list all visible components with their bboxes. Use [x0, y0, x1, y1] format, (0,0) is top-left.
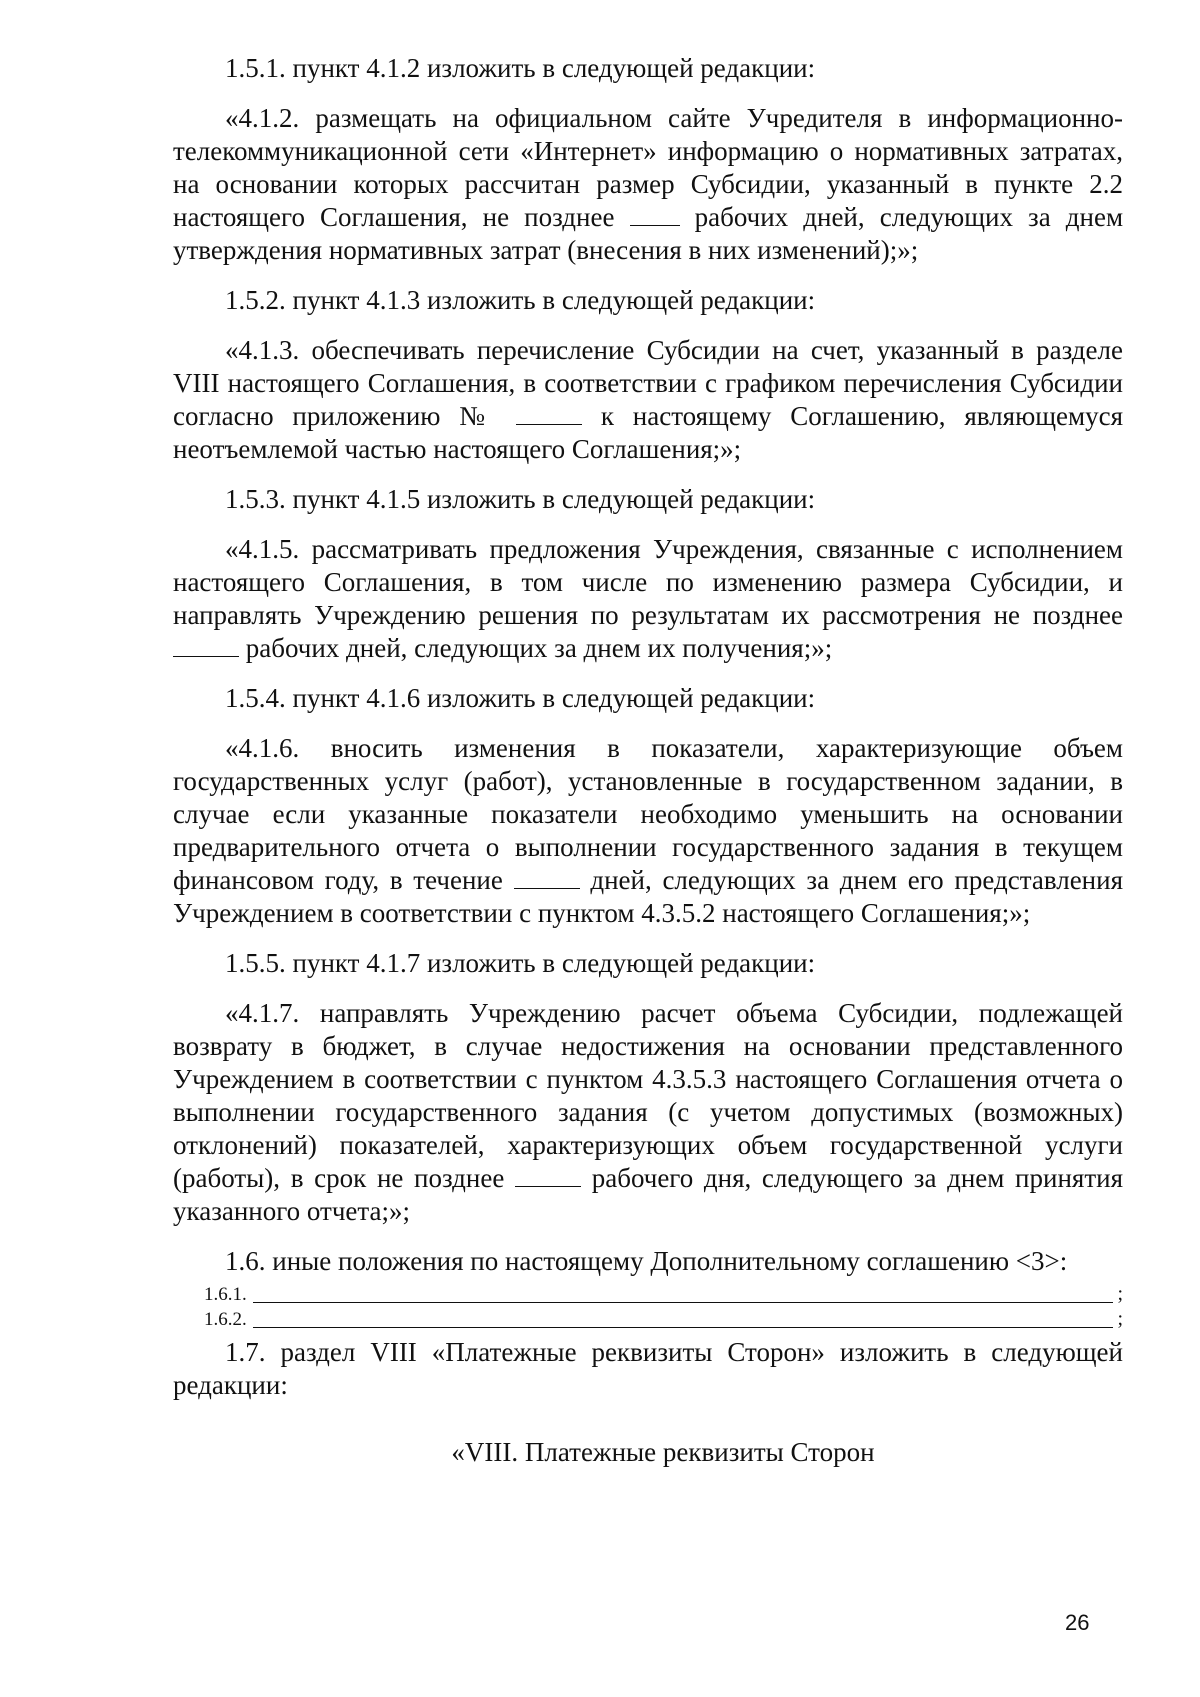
page-number: 26: [1065, 1610, 1090, 1635]
clause-1-5-4-heading: 1.5.4. пункт 4.1.6 изложить в следующей редакции:: [225, 683, 816, 713]
document-body: [173, 52, 1123, 1469]
clause-4-1-7-text-a: «4.1.7. направлять Учреждению расчет объема Субсидии, подлежащей возврату в бюджет, в случае недостижения на основании представленного Учреждением в соответствии с пунктом 4.3.5.3 настоящего Соглашения отчета о выполнении государственного задания (с учетом допустимых (возможных) отклонений) показателей, характеризующих объем государственной услуги (работы), в срок не позднее: [173, 998, 1123, 1193]
clause-1-6-2-label: 1.6.2.: [204, 1309, 247, 1330]
clause-1-7-text: 1.7. раздел VIII «Платежные реквизиты Сторон» изложить в следующей редакции:: [173, 1337, 1123, 1400]
clause-4-1-5-text-a: «4.1.5. рассматривать предложения Учреждения, связанные с исполнением настоящего Соглашения, в том числе по изменению размера Субсидии, и направлять Учреждению решения по результатам их рассмотрения не позднее: [173, 534, 1123, 630]
blank-days-field: [630, 224, 680, 226]
blank-days-field: [515, 1185, 581, 1187]
clause-4-1-7-text-b: рабочего дня, следующего за днем принятия указанного отчета;»;: [173, 1163, 1123, 1226]
section-viii-title: «VIII. Платежные реквизиты Сторон: [451, 1437, 875, 1467]
blank-annex-number-field: [516, 423, 582, 425]
clause-1-6-2-semicolon: ;: [1117, 1308, 1123, 1330]
clause-1-5-5-heading: 1.5.5. пункт 4.1.7 изложить в следующей редакции:: [225, 948, 816, 978]
clause-4-1-2-text-b: рабочих дней, следующих за днем утверждения нормативных затрат (внесения в них изменений);»;: [173, 202, 1124, 265]
clause-4-1-6-text-a: «4.1.6. вносить изменения в показатели, характеризующие объем государственных услуг (работ), установленные в государственном задании, в случае если указанные показатели необходимо уменьшить на основании предварительного отчета о выполнении государственного задания в текущем финансовом году, в течение: [173, 733, 1123, 895]
clause-4-1-3-text-b: к настоящему Соглашению, являющемуся неотъемлемой частью настоящего Соглашения;»;: [173, 401, 1124, 464]
clause-4-1-6-text-b: дней, следующих за днем его представления Учреждением в соответствии с пунктом 4.3.5.2 настоящего Соглашения;»;: [173, 865, 1123, 928]
clause-4-1-5-text: [173, 533, 1123, 665]
clause-4-1-7-text: [173, 997, 1123, 1228]
blank-days-field: [514, 887, 580, 889]
clause-1-6-1-semicolon: ;: [1117, 1283, 1123, 1305]
blank-days-field: [173, 655, 239, 657]
clause-1-5-1-heading: 1.5.1. пункт 4.1.2 изложить в следующей редакции:: [225, 53, 816, 83]
clause-4-1-6-text: [173, 732, 1123, 930]
clause-1-5-3-heading: 1.5.3. пункт 4.1.5 изложить в следующей редакции:: [225, 484, 816, 514]
clause-4-1-3-text: [173, 334, 1123, 466]
clause-1-6-1-blank: [253, 1282, 1114, 1303]
clause-1-5-2-heading: 1.5.2. пункт 4.1.3 изложить в следующей редакции:: [225, 285, 816, 315]
clause-4-1-2-text-a: «4.1.2. размещать на официальном сайте Учредителя в информационно-телекоммуникационной сети «Интернет» информацию о нормативных затратах, на основании которых рассчитан размер Субсидии, указанный в пункте 2.2 настоящего Соглашения, не позднее: [173, 103, 1123, 232]
clause-1-6-1-label: 1.6.1.: [204, 1284, 247, 1305]
clause-4-1-2-text: [173, 102, 1123, 267]
clause-1-6-2-blank: [253, 1307, 1114, 1328]
clause-1-6-1-line: [173, 1282, 1123, 1307]
clause-4-1-5-text-b: рабочих дней, следующих за днем их получения;»;: [245, 633, 833, 663]
clause-1-6-heading: 1.6. иные положения по настоящему Дополнительному соглашению <3>:: [225, 1246, 1068, 1276]
clause-1-6-2-line: [173, 1307, 1123, 1332]
clause-4-1-3-text-a: «4.1.3. обеспечивать перечисление Субсидии на счет, указанный в разделе VIII настоящего Соглашения, в соответствии с графиком перечисления Субсидии согласно приложению №: [173, 335, 1123, 431]
